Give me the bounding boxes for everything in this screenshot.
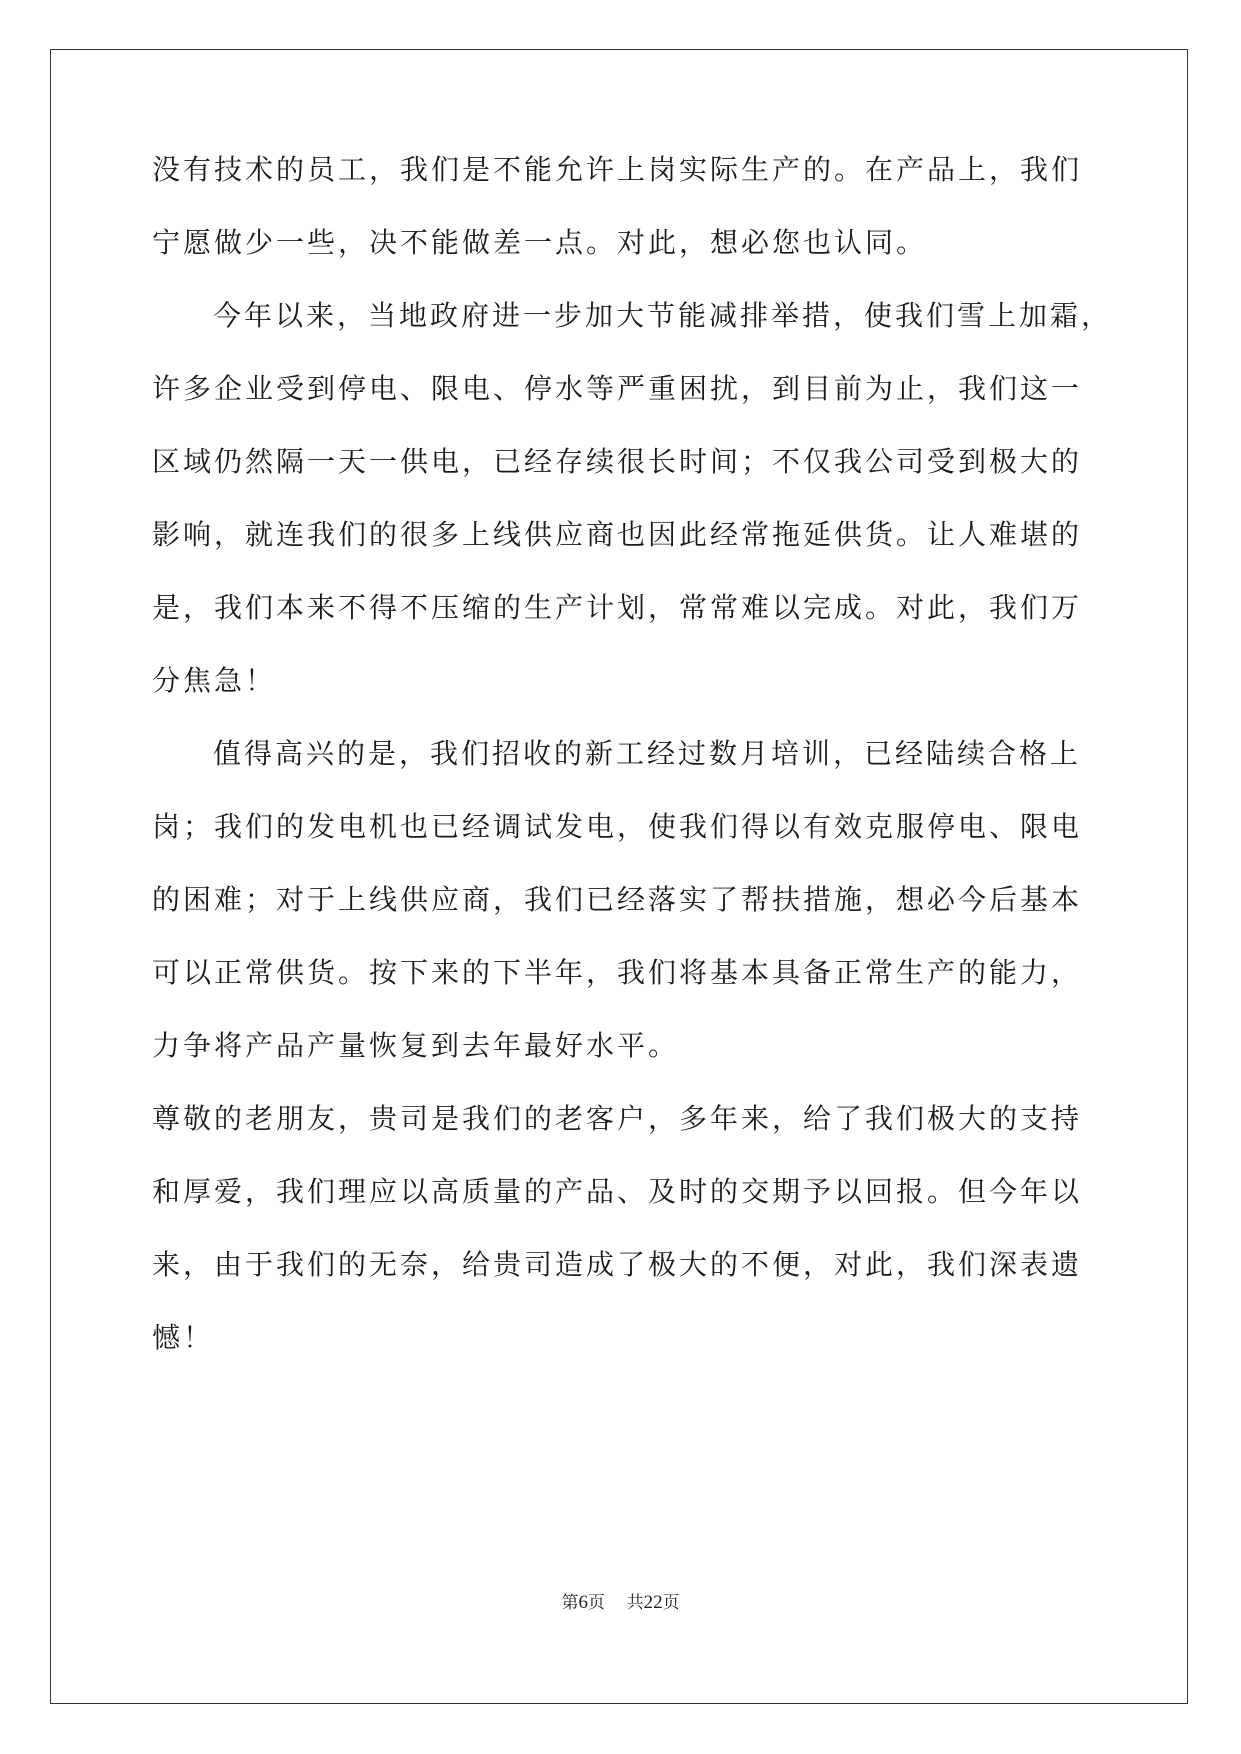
paragraph-line: 今年以来，当地政府进一步加大节能减排举措，使我们雪上加霜， [213,299,1113,332]
body-line: 影响，就连我们的很多上线供应商也因此经常拖延供货。让人难堪的 [152,518,1083,551]
body-line: 可以正常供货。按下来的下半年，我们将基本具备正常生产的能力， [152,956,1083,989]
paragraph-line: 值得高兴的是，我们招收的新工经过数月培训，已经陆续合格上 [213,737,1082,770]
body-line: 岗；我们的发电机也已经调试发电，使我们得以有效克服停电、限电 [152,810,1083,843]
page-footer [0,1592,1241,1614]
body-line: 宁愿做少一些，决不能做差一点。对此，想必您也认同。 [152,226,928,259]
page-prefix: 第 [561,1593,579,1613]
body-line: 尊敬的老朋友，贵司是我们的老客户，多年来，给了我们极大的支持 [152,1102,1083,1135]
body-line: 许多企业受到停电、限电、停水等严重困扰，到目前为止，我们这一 [152,372,1083,405]
body-line: 来，由于我们的无奈，给贵司造成了极大的不便，对此，我们深表遗 [152,1248,1083,1281]
total-suffix: 页 [662,1593,680,1613]
body-line: 力争将产品产量恢复到去年最好水平。 [152,1029,680,1062]
body-line: 的困难；对于上线供应商，我们已经落实了帮扶措施，想必今后基本 [152,883,1083,916]
body-line: 憾！ [152,1321,215,1354]
body-line: 分焦急！ [152,664,277,697]
body-line: 是，我们本来不得不压缩的生产计划，常常难以完成。对此，我们万 [152,591,1083,624]
total-prefix: 共 [626,1593,644,1613]
page-suffix: 页 [587,1593,605,1613]
body-line: 区域仍然隔一天一供电，已经存续很长时间；不仅我公司受到极大的 [152,445,1083,478]
page-number: 6 [578,1592,588,1613]
body-line: 没有技术的员工，我们是不能允许上岗实际生产的。在产品上，我们 [152,153,1083,186]
page-border [50,49,1188,1704]
body-line: 和厚爱，我们理应以高质量的产品、及时的交期予以回报。但今年以 [152,1175,1083,1208]
total-pages: 22 [643,1592,663,1613]
